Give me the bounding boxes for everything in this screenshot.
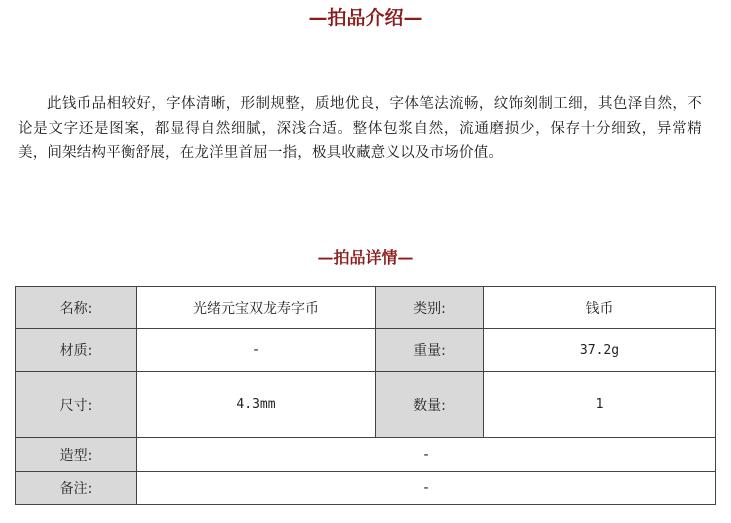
remarks-label: 备注: [16, 472, 137, 505]
quantity-label: 数量: [376, 372, 484, 438]
material-value: - [137, 329, 376, 372]
size-value: 4.3mm [137, 372, 376, 438]
table-row [16, 372, 716, 438]
intro-description: 此钱币品相较好，字体清晰，形制规整，质地优良，字体笔法流畅，纹饰刻制工细，其色泽自然，不论是文字还是图案，都显得自然细腻，深浅合适。整体包浆自然，流通磨损少，保存十分细致，异常精美，间架结构平衡舒展，在龙洋里首屈一指，极具收藏意义以及市场价值。 [18, 96, 702, 161]
remarks-value: - [137, 472, 716, 505]
shape-label: 造型: [16, 438, 137, 472]
material-label: 材质: [16, 329, 137, 372]
table-row [16, 329, 716, 372]
name-label: 名称: [16, 287, 137, 329]
size-label: 尺寸: [16, 372, 137, 438]
category-value: 钱币 [484, 287, 716, 329]
weight-value: 37.2g [484, 329, 716, 372]
table-row [16, 287, 716, 329]
shape-value: - [137, 438, 716, 472]
quantity-value: 1 [484, 372, 716, 438]
intro-section-title: —拍品介绍— [308, 7, 423, 29]
details-section-title: —拍品详情— [317, 248, 414, 267]
name-value: 光绪元宝双龙寿字币 [137, 287, 376, 329]
category-label: 类别: [376, 287, 484, 329]
weight-label: 重量: [376, 329, 484, 372]
table-row [16, 472, 716, 505]
table-row [16, 438, 716, 472]
details-table [15, 286, 716, 505]
